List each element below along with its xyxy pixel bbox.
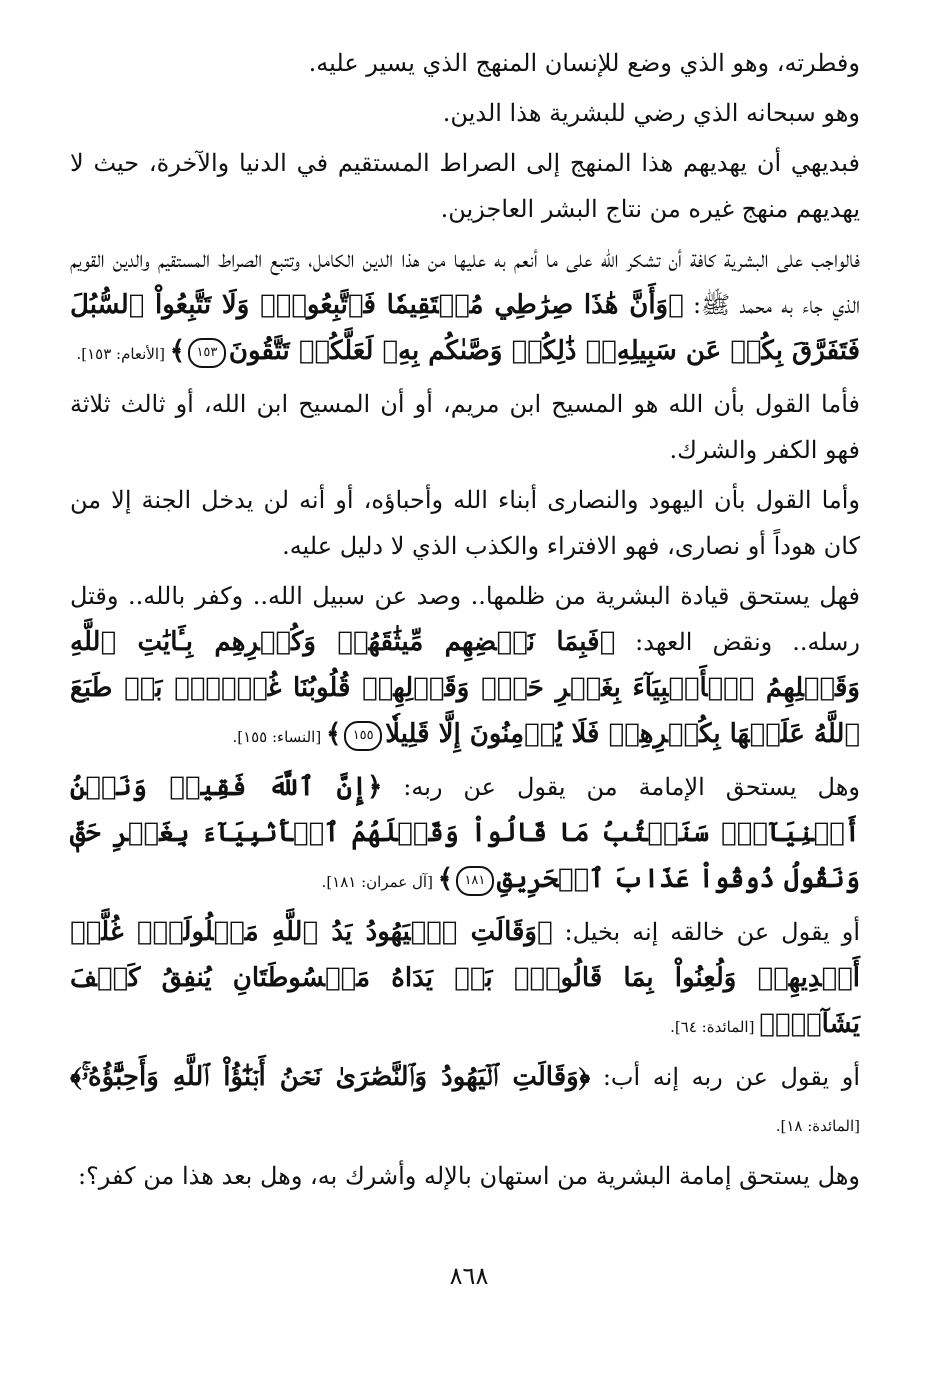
paragraph bbox=[70, 1153, 860, 1199]
paragraph bbox=[70, 381, 860, 473]
verse-number-marker: ١٨١ bbox=[456, 866, 494, 896]
verse-reference: [المائدة: ١٨]. bbox=[775, 1117, 860, 1135]
body-text: وهل يستحق إمامة البشرية من استهان بالإله وأشرك به، وهل بعد هذا من كفر؟: bbox=[77, 1162, 860, 1190]
paragraph bbox=[70, 140, 860, 232]
body-text: فهل يستحق قيادة البشرية من ظلمها.. وصد عن سبيل الله.. وكفر بالله.. وقتل رسله.. ونقض العهد: bbox=[70, 582, 861, 656]
verse-number-marker: ١٥٣ bbox=[188, 338, 226, 368]
verse-reference: [آل عمران: ١٨١]. bbox=[321, 873, 438, 891]
body-text: وهو سبحانه الذي رضي للبشرية هذا الدين. bbox=[442, 99, 860, 127]
body-text: أو يقول عن ربه إنه أب: bbox=[590, 1063, 860, 1091]
body-text: وأما القول بأن اليهود والنصارى أبناء الله وأحباؤه، أو أنه لن يدخل الجنة إلا من كان هوداً أو نصارى، فهو الافتراء والكذب الذي لا دليل عليه. bbox=[70, 486, 860, 560]
quran-verse: ﴾ bbox=[325, 719, 342, 749]
verse-reference: [النساء: ١٥٥]. bbox=[232, 728, 326, 746]
paragraph bbox=[70, 236, 860, 377]
body-text: فبديهي أن يهديهم هذا المنهج إلى الصراط المستقيم في الدنيا والآخرة، حيث لا يهديهم منهج غيره من نتاج البشر العاجزين. bbox=[70, 149, 860, 223]
verse-reference: [الأنعام: ١٥٣]. bbox=[76, 345, 170, 363]
body-text: أو يقول عن خالقه إنه بخيل: bbox=[552, 918, 861, 946]
paragraph bbox=[70, 90, 860, 136]
quran-verse: ﴿إِنَّ ٱللَّهَ فَقِيرٞ وَنَحۡنُ أَغۡنِيَآءُۘ سَنَكۡتُبُ مَا قَالُواْ وَقَتۡلَهُمُ ٱلۡأَنۢبِيَآءَ بِغَيۡرِ حَقّٖ وَنَقُولُ ذُوقُواْ عَذَابَ ٱلۡحَرِيقِ bbox=[70, 772, 860, 894]
quran-verse: ﴿وَقَالَتِ ٱلۡيَهُودُ وَٱلنَّصَٰرَىٰ نَحۡنُ أَبۡنَٰٓؤُاْ ٱللَّهِ وَأَحِبَّٰٓؤُهُۥۚ﴾ bbox=[70, 1062, 591, 1092]
paragraph bbox=[70, 909, 860, 1050]
paragraph bbox=[70, 764, 860, 905]
quran-verse: ﴾ bbox=[437, 864, 453, 894]
paragraph bbox=[70, 477, 860, 569]
body-text: وفطرته، وهو الذي وضع للإنسان المنهج الذي يسير عليه. bbox=[308, 49, 860, 77]
quran-verse: ﴾ bbox=[169, 336, 185, 366]
quran-verse: ﴿فَبِمَا نَقۡضِهِم مِّيثَٰقَهُمۡ وَكُفۡرِهِم بِـَٔايَٰتِ ٱللَّهِ وَقَتۡلِهِمُ ٱلۡأَنۢبِيَآءَ بِغَيۡرِ حَقّٖ وَقَوۡلِهِمۡ قُلُوبُنَا غُلۡفُۢۚ بَلۡ طَبَعَ ٱللَّهُ عَلَيۡهَا بِكُفۡرِهِمۡ فَلَا يُؤۡمِنُونَ إِلَّا قَلِيلٗا bbox=[70, 627, 860, 749]
page-number: ٨٦٨ bbox=[449, 1262, 489, 1290]
paragraph bbox=[70, 40, 860, 86]
body-text: فالواجب على البشرية كافة أن تشكر الله على ما أنعم به عليها من هذا الدين الكامل، وتتبع الصراط المستقيم والدين القويم الذي جاء به محمد ﷺ: bbox=[70, 245, 860, 319]
quran-verse: ﴿وَأَنَّ هَٰذَا صِرَٰطِي مُسۡتَقِيمٗا فَٱتَّبِعُوهُۖ وَلَا تَتَّبِعُواْ ٱلسُّبُلَ فَتَفَرَّقَ بِكُمۡ عَن سَبِيلِهِۦۚ ذَٰلِكُمۡ وَصَّىٰكُم بِهِۦ لَعَلَّكُمۡ تَتَّقُونَ bbox=[70, 290, 860, 366]
paragraph bbox=[70, 573, 860, 760]
body-text: فأما القول بأن الله هو المسيح ابن مريم، أو أن المسيح ابن الله، أو ثالث ثلاثة فهو الكفر والشرك. bbox=[70, 390, 860, 464]
verse-reference: [المائدة: ٦٤]. bbox=[670, 1018, 760, 1036]
paragraph bbox=[70, 1054, 860, 1149]
body-text: وهل يستحق الإمامة من يقول عن ربه: bbox=[382, 773, 860, 801]
verse-number-marker: ١٥٥ bbox=[344, 721, 382, 751]
quran-verse: ﴿وَقَالَتِ ٱلۡيَهُودُ يَدُ ٱللَّهِ مَغۡلُولَةٌۚ غُلَّتۡ أَيۡدِيهِمۡ وَلُعِنُواْ بِمَا قَالُواْۘ بَلۡ يَدَاهُ مَبۡسُوطَتَانِ يُنفِقُ كَيۡفَ يَشَآءُۚ﴾ bbox=[70, 917, 860, 1039]
page-body bbox=[70, 40, 860, 1203]
